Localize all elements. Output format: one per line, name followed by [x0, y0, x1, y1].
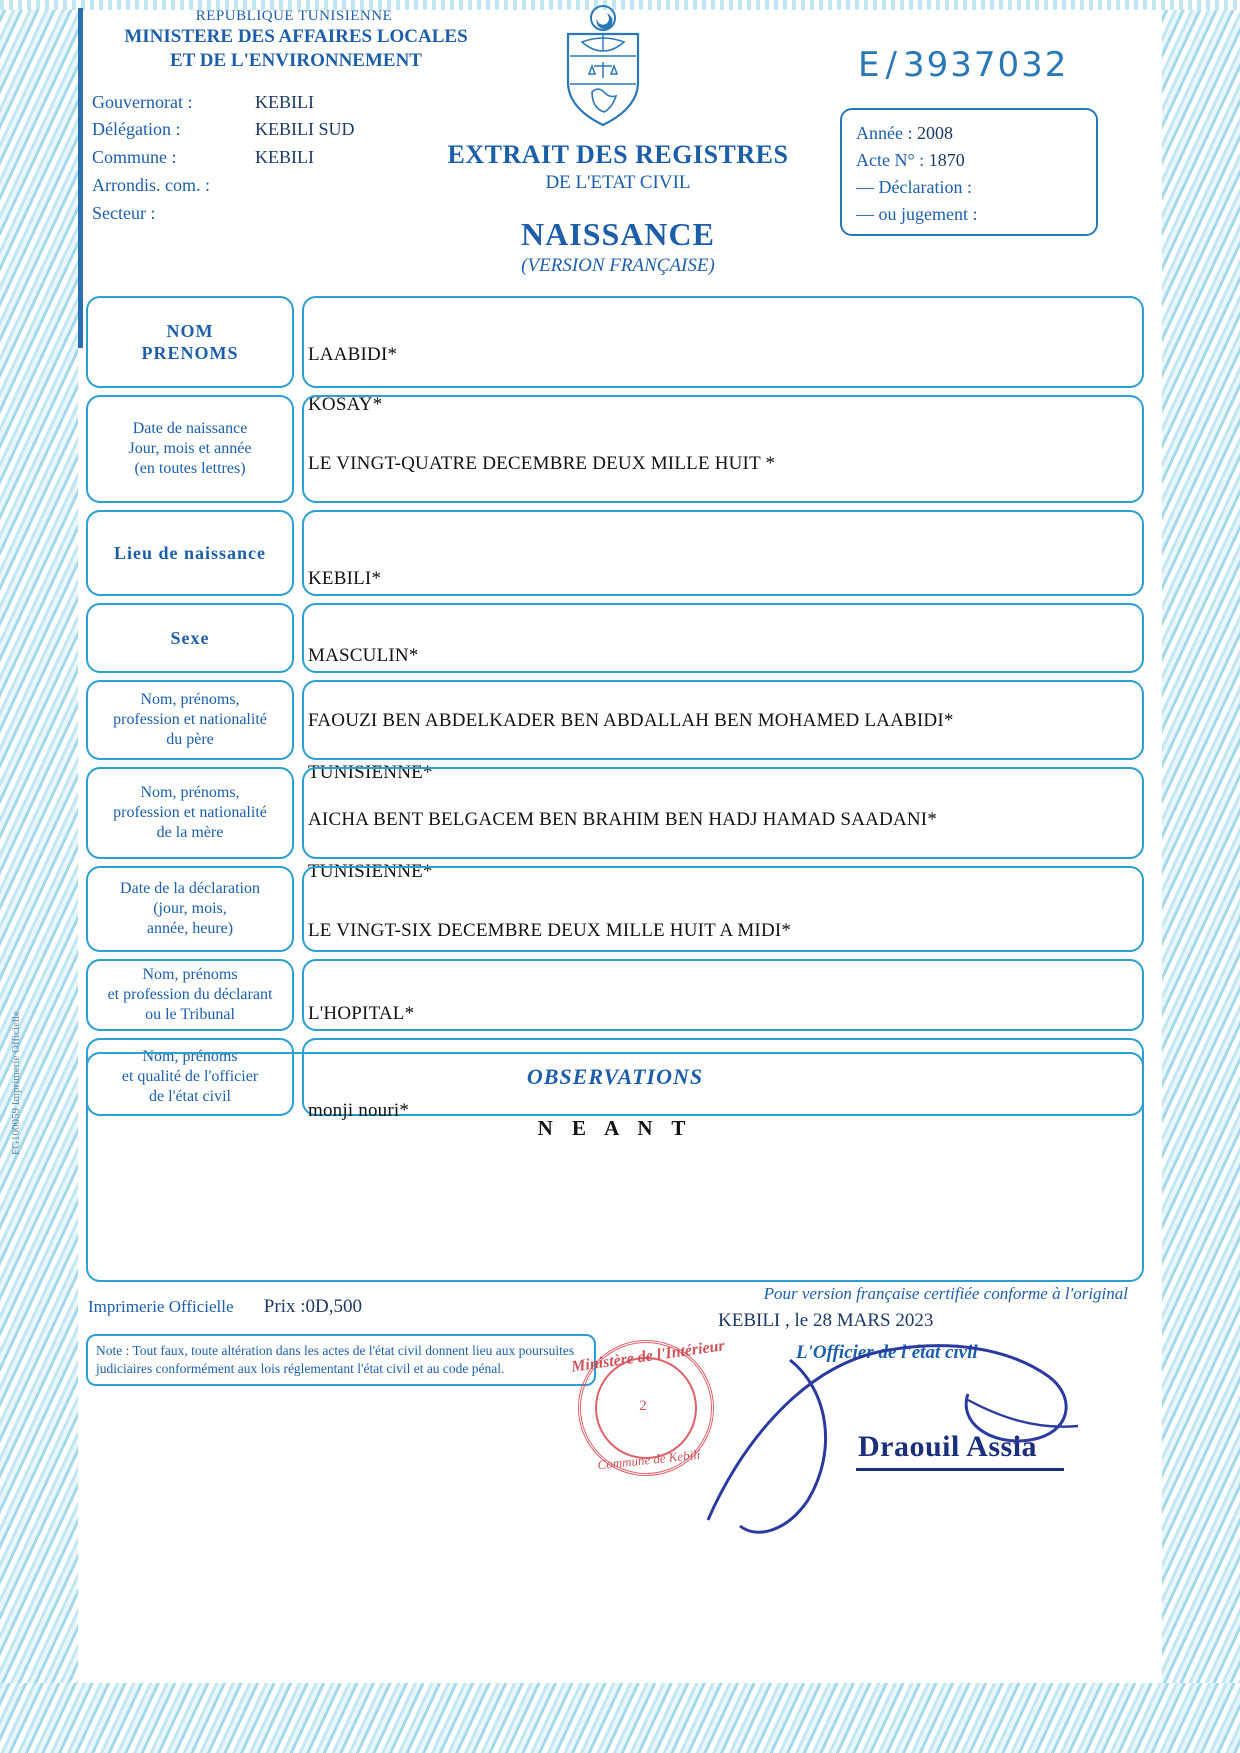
form-row — [86, 395, 1144, 503]
row-value-field — [302, 603, 1144, 673]
form-row — [86, 510, 1144, 596]
right-decorative-border — [1162, 0, 1240, 1753]
left-decorative-border — [0, 0, 78, 1753]
field-gouvernorat — [92, 89, 522, 117]
typed-value: TUNISIENNE* — [308, 762, 433, 783]
label-annee: Année : — [856, 123, 913, 143]
title-naissance: NAISSANCE — [521, 216, 715, 252]
document-title-block — [408, 140, 828, 277]
typed-value: FAOUZI BEN ABDELKADER BEN ABDALLAH BEN MOHAMED LAABIDI* — [308, 710, 954, 731]
stamp-top-text: Ministère de l'Intérieur — [570, 1337, 726, 1376]
value-commune: KEBILI — [255, 147, 314, 168]
row-label: Nom, prénoms, profession et nationalité du père — [86, 680, 294, 760]
row-label: Nom, prénoms et qualité de l'officier de l'état civil — [86, 1038, 294, 1116]
document-page — [10, 0, 1162, 1753]
ministry-line-1: MINISTERE DES AFFAIRES LOCALES — [124, 26, 468, 47]
observations-value: N E A N T — [537, 1116, 693, 1140]
row-value-field — [302, 296, 1144, 388]
row-label: Sexe — [86, 603, 294, 673]
prix-label: Prix : — [263, 1296, 306, 1317]
value-annee: 2008 — [916, 123, 953, 143]
typed-value: LAABIDI* — [308, 344, 398, 365]
typed-value: AICHA BENT BELGACEM BEN BRAHIM BEN HADJ HAMAD SAADANI* — [308, 809, 938, 830]
stamp-center-text: 2 — [639, 1398, 647, 1414]
label-secteur: Secteur : — [92, 203, 156, 224]
serial-number-block — [858, 45, 1068, 85]
date-separator: , le — [785, 1310, 809, 1331]
typed-value: monji nouri* — [308, 1100, 410, 1121]
label-acte: Acte N° : — [856, 150, 925, 170]
form-rows — [86, 296, 1144, 1123]
row-label: Date de naissance Jour, mois et année (en toutes lettres) — [86, 395, 294, 503]
national-emblem-icon — [548, 4, 658, 124]
row-label: Nom, prénoms, profession et nationalité de la mère — [86, 767, 294, 859]
signature-underline — [856, 1468, 1064, 1471]
form-row — [86, 603, 1144, 673]
typed-value: KEBILI* — [308, 568, 382, 589]
serial-slash: / — [885, 45, 899, 85]
serial-number: 3937032 — [902, 45, 1069, 85]
imprimerie-label: Imprimerie Officielle — [88, 1297, 234, 1316]
officer-title: L'Officier de l'état civil — [796, 1342, 978, 1363]
typed-value: L'HOPITAL* — [308, 1003, 415, 1024]
value-acte: 1870 — [928, 150, 965, 170]
row-value-field — [302, 510, 1144, 596]
act-number-row — [856, 147, 1082, 174]
act-judgement-row — [856, 201, 1082, 228]
conformity-statement: Pour version française certifiée conforme à l'original — [763, 1284, 1128, 1303]
row-label: NOM PRENOMS — [86, 296, 294, 388]
act-year-row — [856, 120, 1082, 147]
republic-line: REPUBLIQUE TUNISIENNE — [195, 8, 393, 24]
typed-value: MASCULIN* — [308, 645, 419, 666]
value-arrondissement — [227, 172, 255, 200]
printer-side-code: FG100059 Imprimerie Officielle — [10, 1011, 22, 1155]
row-label: Date de la déclaration (jour, mois, année, heure) — [86, 866, 294, 952]
header-vertical-rule — [78, 8, 83, 348]
typed-value: TUNISIENNE* — [308, 861, 433, 882]
label-arrondissement: Arrondis. com. : — [92, 175, 210, 196]
value-delegation: KEBILI SUD — [255, 119, 355, 140]
typed-value: KOSAY* — [308, 394, 383, 415]
value-secteur — [227, 200, 255, 228]
typed-value: LE VINGT-SIX DECEMBRE DEUX MILLE HUIT A MIDI* — [308, 920, 792, 941]
title-etat-civil: DE L'ETAT CIVIL — [545, 172, 691, 193]
footer-print-info — [88, 1296, 362, 1318]
serial-prefix: E — [858, 45, 882, 85]
act-declaration-row — [856, 174, 1082, 201]
legal-note: Note : Tout faux, toute altération dans les actes de l'état civil donnent lieu aux poursuites judiciaires conformément aux lois réglementant l'état civil et au code pénal. — [86, 1334, 596, 1386]
act-info-box — [840, 108, 1098, 236]
stamp-bottom-text: Commune de Kebili — [596, 1446, 702, 1473]
place-and-date — [718, 1310, 933, 1332]
label-declaration: — Déclaration : — [856, 177, 972, 197]
observations-title: OBSERVATIONS — [526, 1064, 704, 1089]
title-version: (VERSION FRANÇAISE) — [521, 255, 715, 276]
label-jugement: — ou jugement : — [856, 204, 978, 224]
value-gouvernorat: KEBILI — [255, 91, 314, 112]
footer-date: 28 MARS 2023 — [812, 1310, 934, 1331]
row-label: Nom, prénoms et profession du déclarant ou le Tribunal — [86, 959, 294, 1031]
form-row — [86, 959, 1144, 1031]
signature-name: Draouil Assia — [858, 1430, 1038, 1463]
row-value-field — [302, 959, 1144, 1031]
prix-value: 0D,500 — [305, 1296, 362, 1317]
footer-city: KEBILI — [718, 1310, 781, 1331]
typed-value: LE VINGT-QUATRE DECEMBRE DEUX MILLE HUIT * — [308, 453, 776, 474]
row-label: Lieu de naissance — [86, 510, 294, 596]
observations-box — [86, 1052, 1144, 1282]
row-value-field — [302, 395, 1144, 503]
form-row — [86, 296, 1144, 388]
label-delegation: Délégation : — [92, 119, 181, 140]
ministry-line-2: ET DE L'ENVIRONNEMENT — [170, 49, 422, 71]
title-extrait: EXTRAIT DES REGISTRES — [447, 140, 789, 169]
label-gouvernorat: Gouvernorat : — [92, 91, 193, 112]
label-commune: Commune : — [92, 147, 177, 168]
